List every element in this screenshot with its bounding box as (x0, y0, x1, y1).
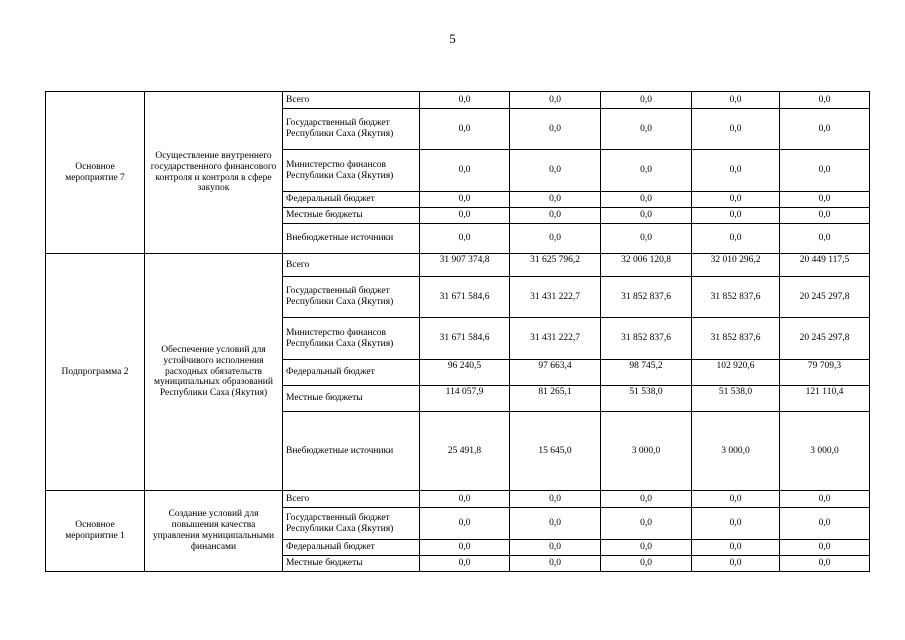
value-cell: 20 245 297,8 (780, 318, 870, 360)
value-cell: 31 431 222,7 (510, 318, 601, 360)
value-cell: 0,0 (420, 208, 510, 224)
value-cell: 0,0 (692, 224, 780, 254)
value-cell: 0,0 (692, 508, 780, 540)
value-cell: 0,0 (601, 192, 692, 208)
value-cell: 0,0 (692, 491, 780, 508)
table-row (46, 491, 870, 508)
value-cell: 98 745,2 (601, 360, 692, 386)
source-cell: Всего (283, 92, 420, 109)
value-cell: 31 671 584,6 (420, 318, 510, 360)
value-cell: 0,0 (601, 150, 692, 192)
program-cell: Основное мероприятие 1 (46, 491, 145, 572)
value-cell: 79 709,3 (780, 360, 870, 386)
program-cell: Основное мероприятие 7 (46, 92, 145, 254)
value-cell: 31 852 837,6 (601, 277, 692, 318)
source-cell: Всего (283, 254, 420, 277)
value-cell: 31 907 374,8 (420, 254, 510, 277)
value-cell: 15 645,0 (510, 412, 601, 491)
source-cell: Местные бюджеты (283, 556, 420, 572)
source-cell: Внебюджетные источники (283, 224, 420, 254)
value-cell: 0,0 (692, 109, 780, 150)
value-cell: 0,0 (510, 109, 601, 150)
value-cell: 0,0 (780, 192, 870, 208)
value-cell: 32 006 120,8 (601, 254, 692, 277)
value-cell: 0,0 (420, 150, 510, 192)
value-cell: 0,0 (510, 491, 601, 508)
value-cell: 0,0 (510, 224, 601, 254)
value-cell: 97 663,4 (510, 360, 601, 386)
value-cell: 0,0 (601, 556, 692, 572)
value-cell: 32 010 296,2 (692, 254, 780, 277)
table-row (46, 254, 870, 277)
value-cell: 0,0 (420, 92, 510, 109)
value-cell: 114 057,9 (420, 386, 510, 412)
value-cell: 31 671 584,6 (420, 277, 510, 318)
source-cell: Государственный бюджет Республики Саха (Якутия) (283, 109, 420, 150)
budget-table (45, 91, 870, 572)
source-cell: Государственный бюджет Республики Саха (Якутия) (283, 277, 420, 318)
value-cell: 20 449 117,5 (780, 254, 870, 277)
value-cell: 0,0 (601, 540, 692, 556)
value-cell: 0,0 (510, 192, 601, 208)
value-cell: 96 240,5 (420, 360, 510, 386)
program-title-cell: Обеспечение условий для устойчивого исполнения расходных обязательств муниципальных образований Республики Саха (Якутия) (145, 254, 283, 491)
value-cell: 0,0 (420, 192, 510, 208)
value-cell: 0,0 (510, 208, 601, 224)
source-cell: Местные бюджеты (283, 386, 420, 412)
value-cell: 0,0 (601, 508, 692, 540)
value-cell: 25 491,8 (420, 412, 510, 491)
value-cell: 0,0 (692, 150, 780, 192)
value-cell: 81 265,1 (510, 386, 601, 412)
source-cell: Местные бюджеты (283, 208, 420, 224)
source-cell: Федеральный бюджет (283, 540, 420, 556)
value-cell: 0,0 (510, 508, 601, 540)
value-cell: 0,0 (780, 491, 870, 508)
value-cell: 0,0 (510, 540, 601, 556)
value-cell: 121 110,4 (780, 386, 870, 412)
value-cell: 0,0 (601, 109, 692, 150)
value-cell: 0,0 (692, 192, 780, 208)
page-number: 5 (449, 31, 456, 46)
value-cell: 0,0 (780, 540, 870, 556)
value-cell: 3 000,0 (601, 412, 692, 491)
value-cell: 31 431 222,7 (510, 277, 601, 318)
value-cell: 102 920,6 (692, 360, 780, 386)
value-cell: 31 852 837,6 (692, 318, 780, 360)
source-cell: Министерство финансов Республики Саха (Якутия) (283, 150, 420, 192)
program-title-cell: Осуществление внутреннего государственного финансового контроля и контроля в сфере закупок (145, 92, 283, 254)
value-cell: 0,0 (601, 92, 692, 109)
source-cell: Всего (283, 491, 420, 508)
value-cell: 0,0 (420, 109, 510, 150)
value-cell: 0,0 (601, 491, 692, 508)
value-cell: 0,0 (780, 508, 870, 540)
value-cell: 3 000,0 (692, 412, 780, 491)
value-cell: 0,0 (510, 556, 601, 572)
value-cell: 20 245 297,8 (780, 277, 870, 318)
value-cell: 0,0 (510, 150, 601, 192)
value-cell: 0,0 (420, 556, 510, 572)
value-cell: 0,0 (601, 224, 692, 254)
value-cell: 0,0 (692, 208, 780, 224)
source-cell: Государственный бюджет Республики Саха (Якутия) (283, 508, 420, 540)
value-cell: 0,0 (780, 224, 870, 254)
value-cell: 0,0 (692, 556, 780, 572)
value-cell: 51 538,0 (601, 386, 692, 412)
source-cell: Министерство финансов Республики Саха (Якутия) (283, 318, 420, 360)
program-title-cell: Создание условий для повышения качества управления муниципальными финансами (145, 491, 283, 572)
value-cell: 0,0 (780, 92, 870, 109)
value-cell: 0,0 (420, 540, 510, 556)
value-cell: 3 000,0 (780, 412, 870, 491)
value-cell: 31 852 837,6 (692, 277, 780, 318)
value-cell: 0,0 (601, 208, 692, 224)
value-cell: 31 625 796,2 (510, 254, 601, 277)
value-cell: 0,0 (780, 556, 870, 572)
program-cell: Подпрограмма 2 (46, 254, 145, 491)
source-cell: Федеральный бюджет (283, 360, 420, 386)
value-cell: 51 538,0 (692, 386, 780, 412)
source-cell: Федеральный бюджет (283, 192, 420, 208)
value-cell: 0,0 (692, 540, 780, 556)
value-cell: 0,0 (692, 92, 780, 109)
value-cell: 0,0 (420, 224, 510, 254)
value-cell: 0,0 (780, 150, 870, 192)
value-cell: 0,0 (420, 491, 510, 508)
source-cell: Внебюджетные источники (283, 412, 420, 491)
value-cell: 0,0 (780, 109, 870, 150)
value-cell: 0,0 (780, 208, 870, 224)
table-row (46, 92, 870, 109)
value-cell: 0,0 (510, 92, 601, 109)
value-cell: 31 852 837,6 (601, 318, 692, 360)
value-cell: 0,0 (420, 508, 510, 540)
